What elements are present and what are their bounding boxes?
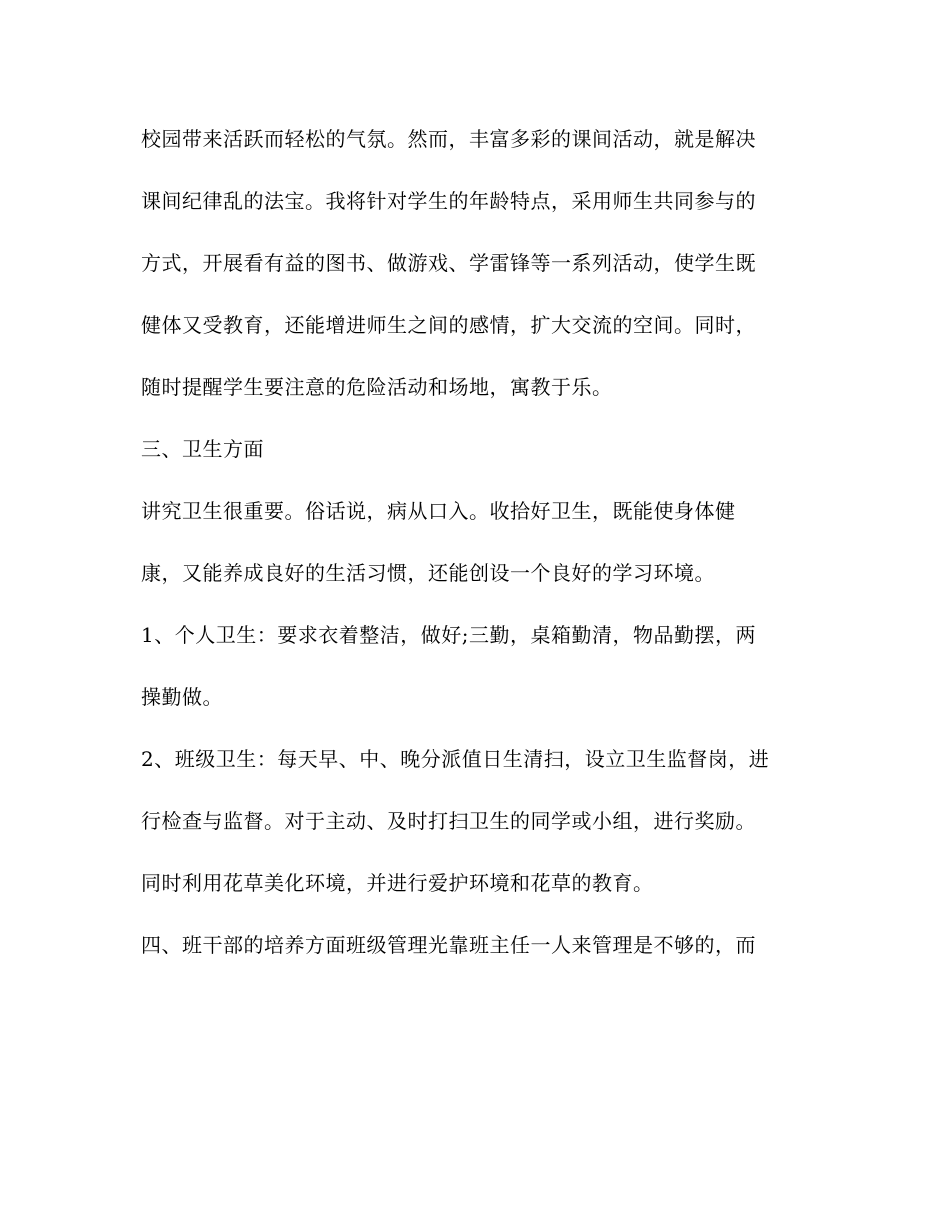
text-line: 校园带来活跃而轻松的气氛。然而，丰富多彩的课间活动，就是解决 — [141, 127, 756, 151]
text-line: 方式，开展看有益的图书、做游戏、学雷锋等一系列活动，使学生既 — [141, 251, 756, 275]
text-line: 健体又受教育，还能增进师生之间的感情，扩大交流的空间。同时， — [141, 313, 756, 337]
list-item-text: 1、个人卫生：要求衣着整洁，做好;三勤，桌箱勤清，物品勤摆，两 — [141, 623, 756, 647]
list-item-text: 行检查与监督。对于主动、及时打扫卫生的同学或小组，进行奖励。 — [141, 809, 756, 833]
section-heading: 四、班干部的培养方面班级管理光靠班主任一人来管理是不够的，而 — [141, 933, 756, 957]
text-line: 讲究卫生很重要。俗话说，病从口入。收拾好卫生，既能使身体健 — [141, 499, 736, 523]
list-item-text: 2、班级卫生：每天早、中、晚分派值日生清扫，设立卫生监督岗，进 — [141, 747, 770, 771]
text-line: 康，又能养成良好的生活习惯，还能创设一个良好的学习环境。 — [141, 561, 715, 585]
list-item-text: 操勤做。 — [141, 685, 223, 709]
document-body — [141, 118, 821, 986]
text-line: 随时提醒学生要注意的危险活动和场地，寓教于乐。 — [141, 375, 613, 399]
list-item-text: 同时利用花草美化环境，并进行爱护环境和花草的教育。 — [141, 871, 654, 895]
section-heading: 三、卫生方面 — [141, 437, 264, 461]
text-line: 课间纪律乱的法宝。我将针对学生的年龄特点，采用师生共同参与的 — [141, 189, 756, 213]
